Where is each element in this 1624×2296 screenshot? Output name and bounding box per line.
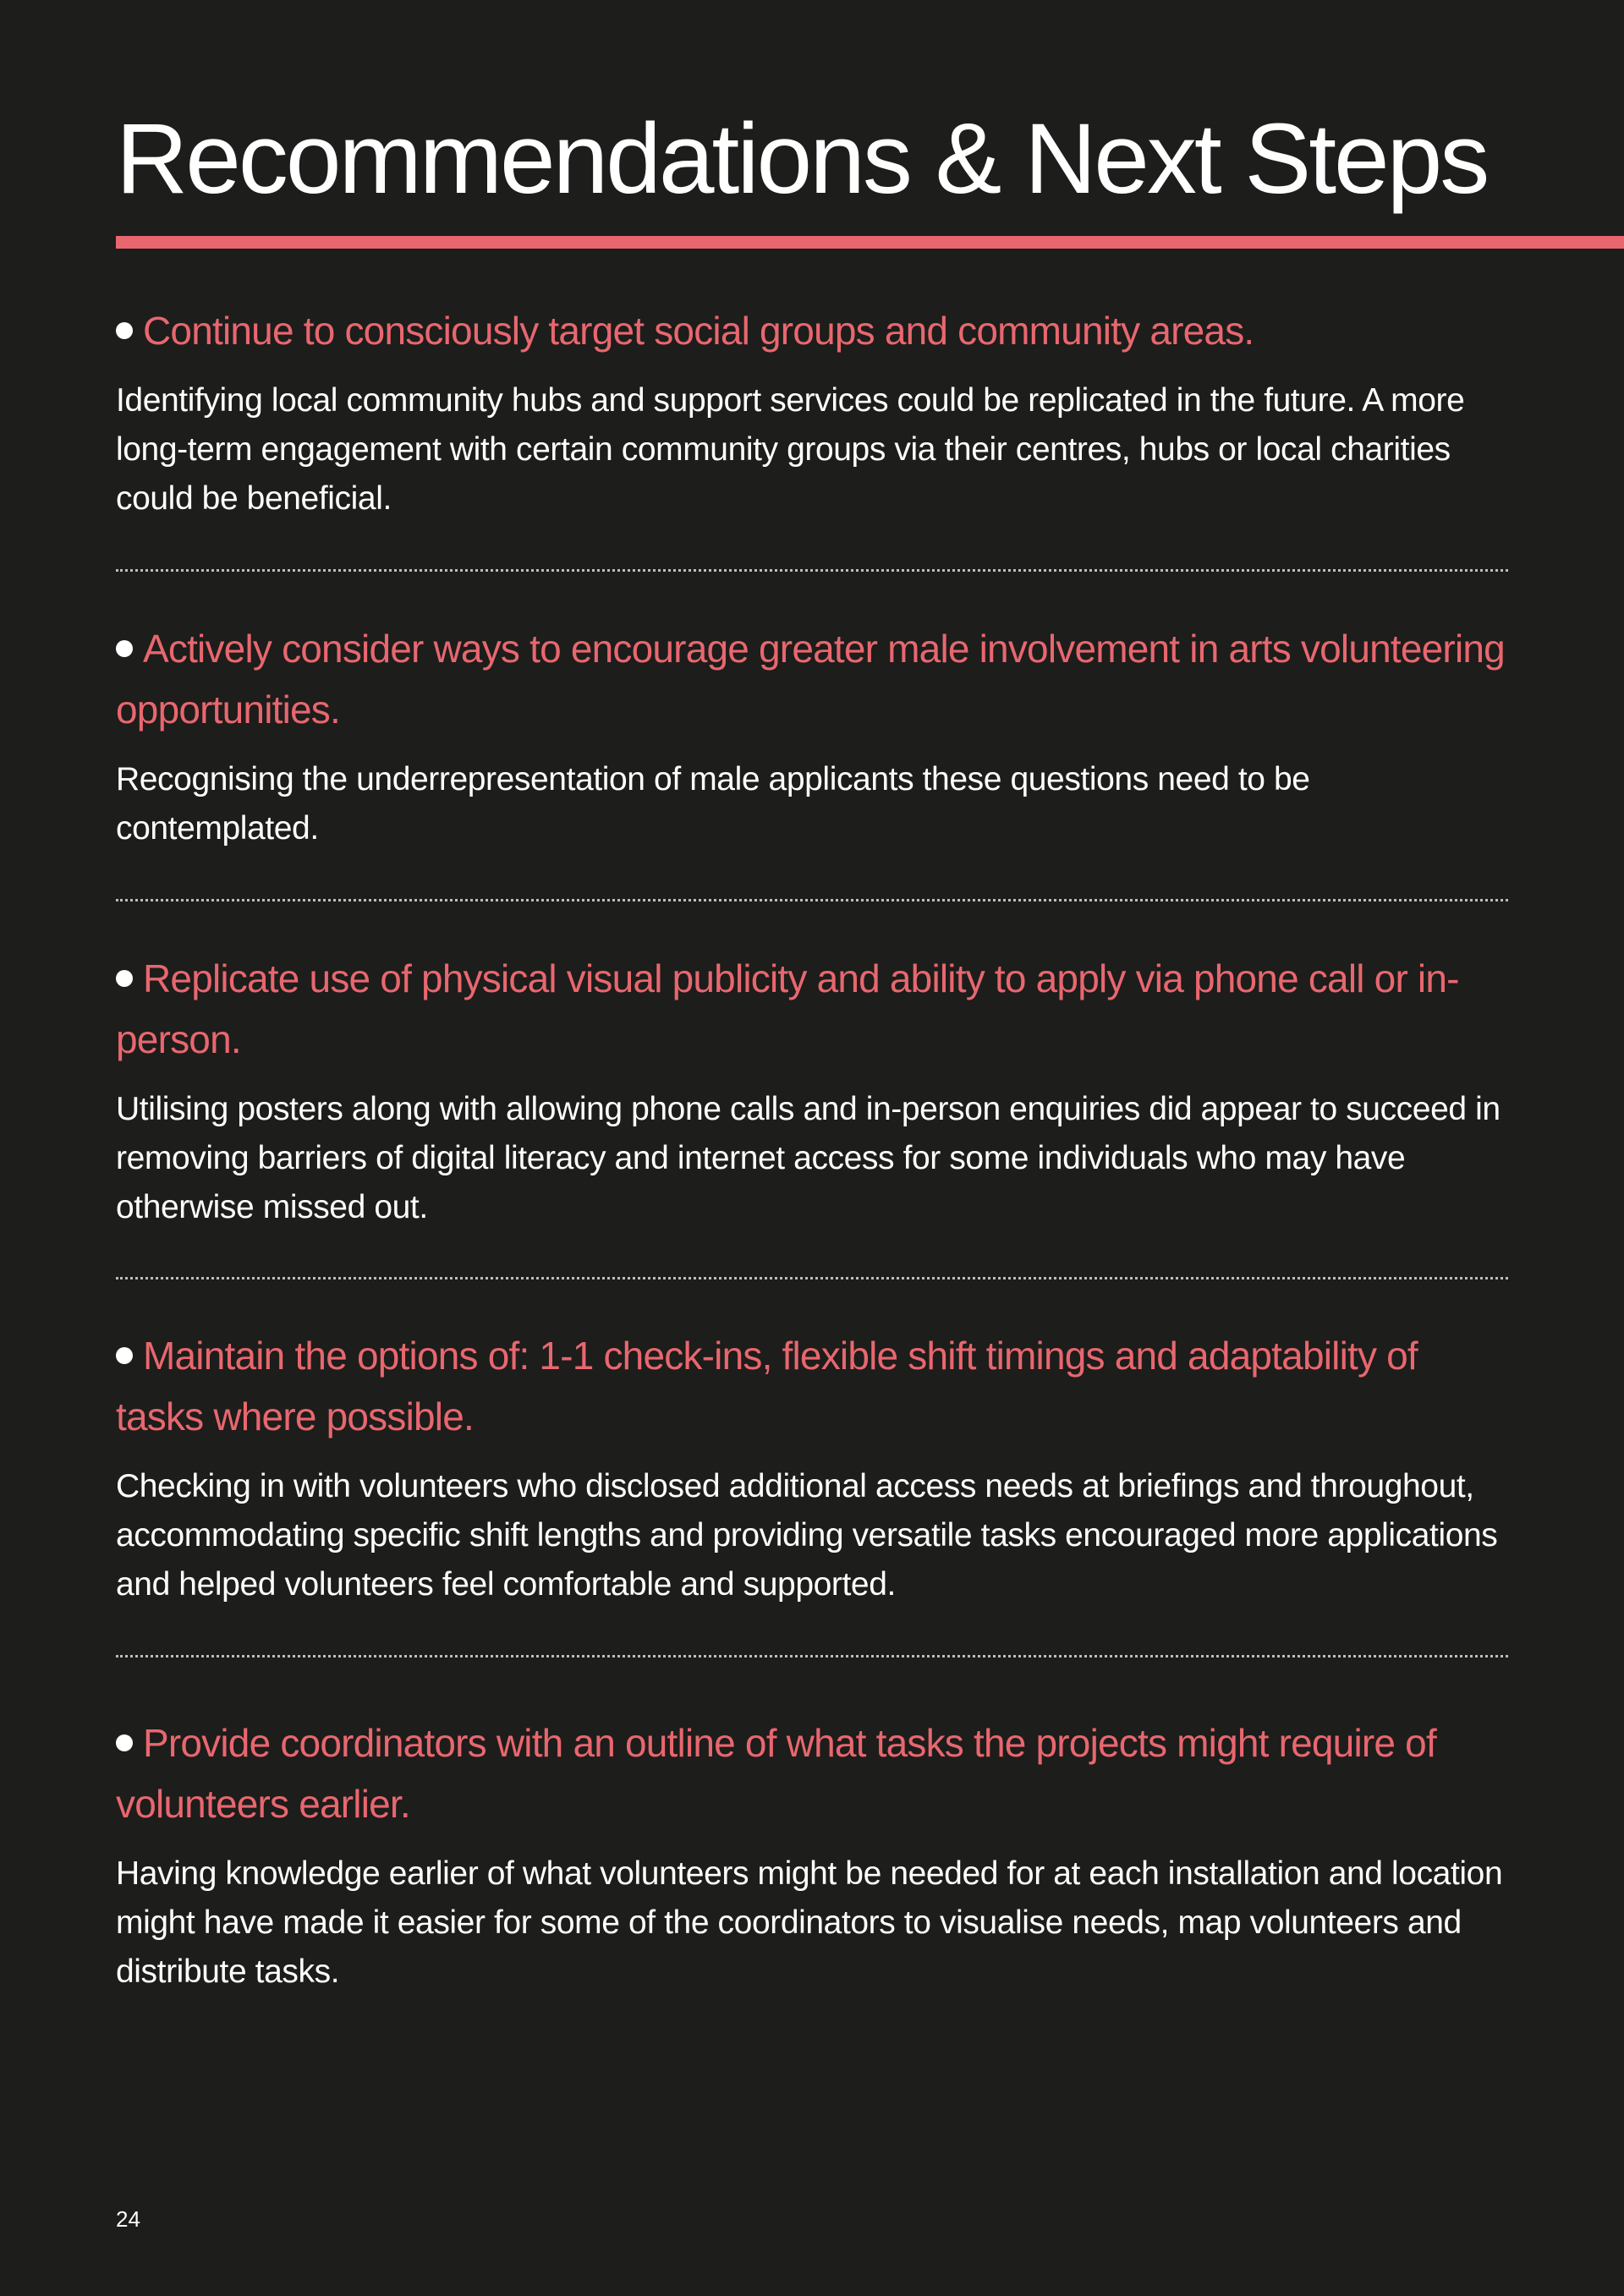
- section-divider: [116, 569, 1508, 572]
- recommendation-heading-text: Actively consider ways to encourage greater male involvement in arts volunteering opportunities.: [116, 627, 1505, 732]
- recommendation-4: [116, 1325, 1512, 1609]
- bullet-icon: [116, 970, 133, 987]
- recommendation-body: Recognising the underrepresentation of male applicants these questions need to be contemplated.: [116, 761, 1310, 847]
- recommendation-body: Having knowledge earlier of what volunteers might be needed for at each installation and location might have made it easier for some of the coordinators to visualise needs, map volunteers and distribute tasks.: [116, 1855, 1503, 1990]
- recommendation-heading-text: Replicate use of physical visual publicity and ability to apply via phone call or in-person.: [116, 956, 1459, 1061]
- recommendation-1: [116, 300, 1512, 523]
- section-divider: [116, 1655, 1508, 1658]
- bullet-icon: [116, 640, 133, 657]
- recommendation-heading: [116, 618, 1512, 740]
- recommendation-heading-text: Provide coordinators with an outline of what tasks the projects might require of volunteers earlier.: [116, 1721, 1436, 1826]
- bullet-icon: [116, 1347, 133, 1364]
- bullet-icon: [116, 1734, 133, 1751]
- recommendation-body: Identifying local community hubs and support services could be replicated in the future. A more long-term engagement with certain community groups via their centres, hubs or local charities could be beneficial.: [116, 382, 1465, 517]
- recommendation-heading-text: Continue to consciously target social groups and community areas.: [143, 309, 1254, 353]
- section-divider: [116, 899, 1508, 901]
- recommendation-2: [116, 618, 1512, 853]
- page-number: 24: [116, 2206, 140, 2232]
- recommendation-heading: [116, 1712, 1512, 1834]
- recommendation-body: Utilising posters along with allowing phone calls and in-person enquiries did appear to succeed in removing barriers of digital literacy and internet access for some individuals who may have otherwise missed out.: [116, 1091, 1501, 1225]
- recommendation-heading-text: Maintain the options of: 1-1 check-ins, flexible shift timings and adaptability of tasks where possible.: [116, 1334, 1418, 1438]
- recommendation-5: [116, 1712, 1512, 1997]
- bullet-icon: [116, 322, 133, 339]
- recommendation-heading: [116, 948, 1512, 1070]
- recommendation-3: [116, 948, 1512, 1232]
- recommendation-heading: [116, 1325, 1512, 1447]
- section-divider: [116, 1277, 1508, 1280]
- title-underline: [116, 236, 1624, 249]
- recommendation-body: Checking in with volunteers who disclosed additional access needs at briefings and throughout, accommodating specific shift lengths and providing versatile tasks encouraged more applications and helped volunteers feel comfortable and supported.: [116, 1468, 1498, 1603]
- recommendation-heading: [116, 300, 1512, 361]
- page-title: Recommendations & Next Steps: [116, 103, 1488, 215]
